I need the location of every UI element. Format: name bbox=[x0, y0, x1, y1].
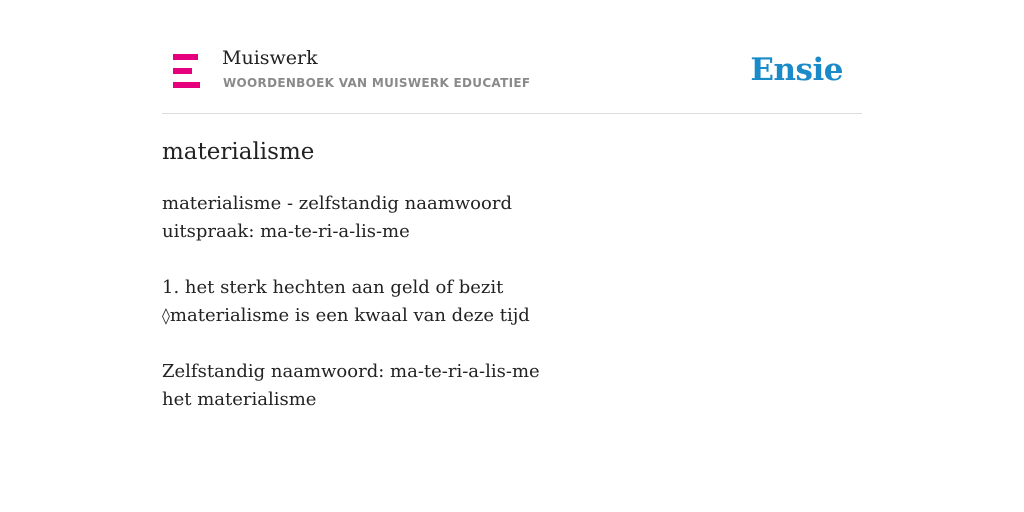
pronunciation-line: uitspraak: ma-te-ri-a-lis-me bbox=[162, 221, 410, 242]
muiswerk-logo-icon[interactable] bbox=[173, 54, 200, 88]
definition-line: 1. het sterk hechten aan geld of bezit bbox=[162, 277, 504, 298]
noun-hyphenation-line: Zelfstandig naamwoord: ma-te-ri-a-lis-me bbox=[162, 361, 540, 382]
example-diamond-icon: ◊ bbox=[162, 306, 170, 325]
ensie-brand-logo[interactable]: Ensie bbox=[750, 52, 843, 88]
site-title-link[interactable]: Muiswerk bbox=[222, 47, 318, 69]
example-line bbox=[162, 302, 540, 330]
page-container bbox=[162, 0, 862, 410]
example-text: materialisme is een kwaal van deze tijd bbox=[169, 305, 530, 326]
logo-bar-middle bbox=[173, 68, 192, 74]
spacer bbox=[162, 330, 540, 358]
site-header bbox=[162, 0, 862, 114]
site-subtitle: WOORDENBOEK VAN MUISWERK EDUCATIEF bbox=[223, 76, 531, 90]
spacer bbox=[162, 246, 540, 274]
logo-bar-top bbox=[173, 54, 198, 60]
entry-title: materialisme bbox=[162, 139, 315, 165]
word-type-line: materialisme - zelfstandig naamwoord bbox=[162, 193, 512, 214]
article-line: het materialisme bbox=[162, 389, 317, 410]
entry-body bbox=[162, 190, 540, 414]
logo-bar-bottom bbox=[173, 82, 200, 88]
